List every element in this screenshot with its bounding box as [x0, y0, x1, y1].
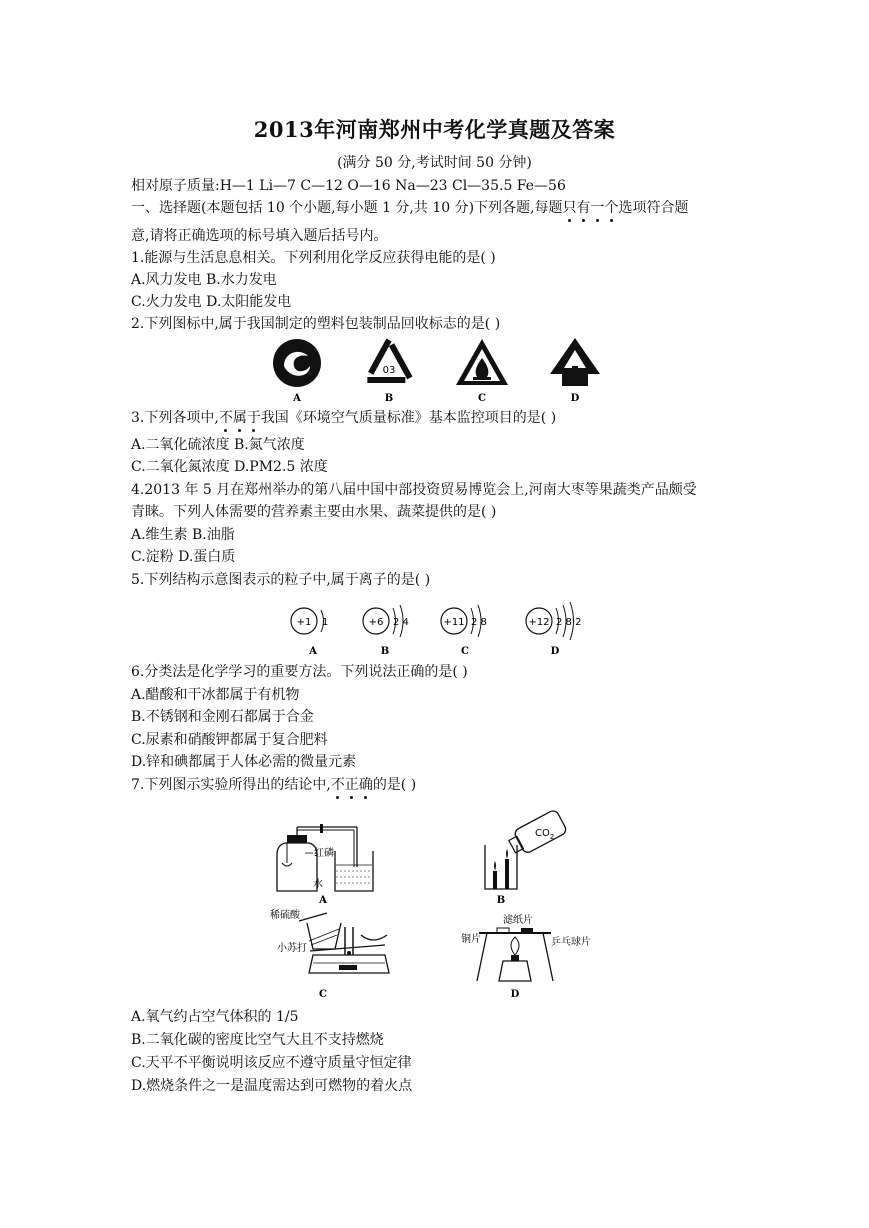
- emphasis-char: 有: [577, 200, 591, 216]
- question-7-text: 7.下列图示实验所得出的结论中,: [131, 777, 331, 793]
- label-red-phosphorus: 红磷: [314, 848, 334, 859]
- question-5-stem: 5.下列结构示意图表示的粒子中,属于离子的是( ): [131, 572, 431, 588]
- atom-diagram-b: [363, 605, 409, 637]
- symbol-a-icon: [273, 339, 321, 387]
- symbol-b-label: B: [384, 393, 394, 404]
- experiment-d-apparatus: [461, 913, 591, 1000]
- question-4-options-ab: A.维生素 B.油脂: [131, 527, 235, 543]
- question-1-options-ab: A.风力发电 B.水力发电: [131, 272, 277, 288]
- question-7-figure: [265, 805, 605, 1005]
- svg-text:+12: +12: [528, 617, 550, 628]
- question-7-text-end: 的是( ): [372, 777, 417, 793]
- svg-text:1: 1: [322, 617, 329, 628]
- emphasis-char: 确: [359, 777, 373, 793]
- emphasis-char: 不: [331, 777, 345, 793]
- question-6-option-a: A.醋酸和干冰都属于有机物: [131, 687, 300, 703]
- label-pingpong-piece: 乒乓球片: [551, 937, 591, 948]
- atom-label-a: A: [309, 646, 317, 657]
- svg-text:+6: +6: [368, 617, 384, 628]
- symbol-c-label: C: [478, 393, 486, 404]
- recycle-code: 03: [382, 365, 396, 376]
- question-3-stem: [131, 408, 556, 428]
- question-3-options-cd: C.二氧化氮浓度 D.PM2.5 浓度: [131, 459, 328, 475]
- question-3-options-ab: A.二氧化硫浓度 B.氮气浓度: [131, 437, 305, 453]
- svg-text:2 4: 2 4: [393, 617, 409, 628]
- label-water: 水: [313, 879, 323, 890]
- svg-text:2 8 2: 2 8 2: [556, 617, 582, 628]
- atomic-masses: 相对原子质量:H—1 Li—7 C—12 O—16 Na—23 Cl—35.5 Fe—56: [131, 178, 566, 194]
- svg-text:+1: +1: [296, 617, 312, 628]
- question-2-stem: 2.下列图标中,属于我国制定的塑料包装制品回收标志的是( ): [131, 316, 501, 332]
- symbol-d-label: D: [570, 393, 580, 404]
- emphasis-char: 属: [233, 410, 247, 426]
- question-6-stem: 6.分类法是化学学习的重要方法。下列说法正确的是( ): [131, 664, 468, 680]
- experiment-c-apparatus: [270, 908, 389, 1000]
- atom-label-d: D: [550, 646, 560, 657]
- question-4-stem-line1: 4.2013 年 5 月在郑州举办的第八届中国中部投资贸易博览会上,河南大枣等果蔬类产品颇受: [131, 482, 697, 498]
- question-7-stem: [131, 775, 416, 795]
- atom-diagram-c: [441, 605, 487, 637]
- atom-diagram-d: [526, 602, 581, 640]
- question-7-option-a: A.氧气约占空气体积的 1/5: [131, 1009, 299, 1025]
- question-3-text-end: 我国《环境空气质量标准》基本监控项目的是( ): [260, 410, 557, 426]
- experiment-b-apparatus: [485, 809, 568, 906]
- section-intro: [131, 198, 689, 218]
- svg-text:+11: +11: [443, 617, 465, 628]
- svg-text:2 8: 2 8: [471, 617, 487, 628]
- section-intro-text: 一、选择题(本题包括 10 个小题,每小题 1 分,共 10 分)下列各题,每题: [131, 200, 563, 216]
- section-intro-line2: 意,请将正确选项的标号填入题后括号内。: [131, 228, 388, 244]
- question-3-text: 3.下列各项中,: [131, 410, 219, 426]
- experiment-a-apparatus: [277, 824, 373, 906]
- experiment-d-label: D: [510, 989, 520, 1000]
- experiment-a-label: A: [319, 895, 327, 906]
- page-title: 2013年河南郑州中考化学真题及答案: [253, 117, 616, 142]
- question-4-stem-line2: 青睐。下列人体需要的营养素主要由水果、蔬菜提供的是( ): [131, 504, 497, 520]
- question-1-stem: 1.能源与生活息息相关。下列利用化学反应获得电能的是( ): [131, 250, 496, 266]
- emphasis-char: 个: [605, 200, 619, 216]
- emphasis-char: 于: [247, 410, 261, 426]
- label-filter-paper: 滤纸片: [503, 915, 533, 926]
- label-copper-sheet: 铜片: [461, 934, 481, 945]
- emphasis-char: 只: [563, 200, 577, 216]
- label-co2: $CO_2$: [535, 828, 555, 841]
- symbol-d-icon: [550, 338, 600, 386]
- question-6-option-c: C.尿素和硝酸钾都属于复合肥料: [131, 732, 328, 748]
- symbol-c-flammable-icon: [456, 339, 508, 385]
- question-2-figure: [270, 336, 610, 406]
- question-4-options-cd: C.淀粉 D.蛋白质: [131, 549, 236, 565]
- atom-label-c: C: [461, 646, 469, 657]
- question-7-option-d: D.燃烧条件之一是温度需达到可燃物的着火点: [131, 1078, 413, 1094]
- question-6-option-b: B.不锈钢和金刚石都属于合金: [131, 709, 314, 725]
- experiment-c-label: C: [319, 989, 327, 1000]
- label-baking-soda: 小苏打: [277, 943, 307, 954]
- emphasis-char: 不: [219, 410, 233, 426]
- emphasis-char: 一: [591, 200, 605, 216]
- section-intro-text-end: 选项符合题: [618, 200, 689, 216]
- emphasis-char: 正: [345, 777, 359, 793]
- question-7-option-b: B.二氧化碳的密度比空气大且不支持燃烧: [131, 1032, 384, 1048]
- label-dilute-sulfuric-acid: 稀硫酸: [270, 910, 300, 921]
- symbol-a-label: A: [293, 393, 301, 404]
- question-5-figure: [285, 596, 595, 658]
- exam-info: (满分 50 分,考试时间 50 分钟): [337, 155, 532, 171]
- atom-diagram-a: [291, 608, 328, 634]
- atom-label-b: B: [380, 646, 390, 657]
- question-1-options-cd: C.火力发电 D.太阳能发电: [131, 294, 292, 310]
- symbol-b-recycle-icon: [367, 340, 411, 380]
- experiment-b-label: B: [496, 895, 506, 906]
- question-7-option-c: C.天平不平衡说明该反应不遵守质量守恒定律: [131, 1055, 412, 1071]
- question-6-option-d: D.锌和碘都属于人体必需的微量元素: [131, 754, 357, 770]
